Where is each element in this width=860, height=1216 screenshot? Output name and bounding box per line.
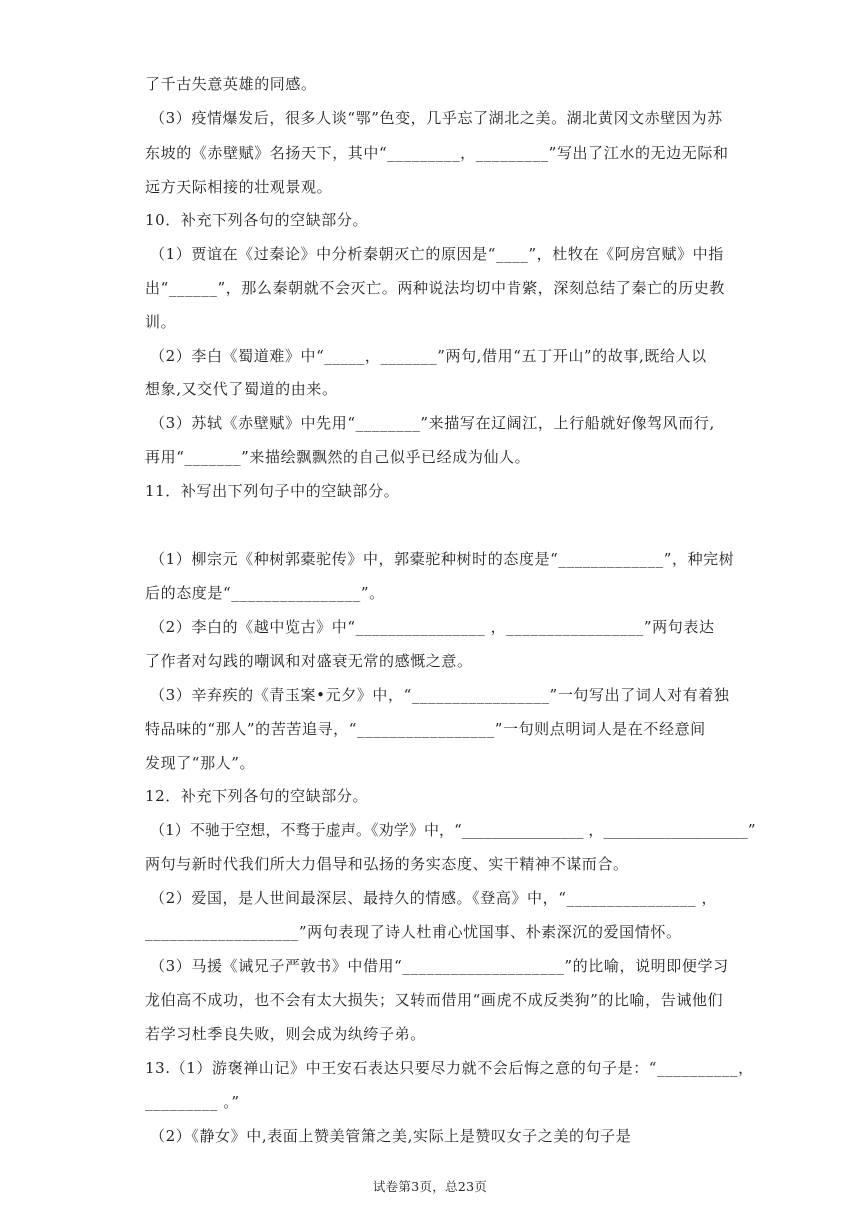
question-heading: 10．补充下列各句的空缺部分。 [145,211,369,229]
text-line: （1）贾谊在《过秦论》中分析秦朝灭亡的原因是“____”，杜牧在《阿房宫赋》中指 [150,245,724,263]
question-heading: 11．补写出下列句子中的空缺部分。 [145,482,400,500]
question-heading: 12．补充下列各句的空缺部分。 [145,787,369,805]
text-line: 了千古失意英雄的同感。 [145,75,317,93]
text-line: （2）爱国，是人世间最深层、最持久的情感。《登高》中，“________________ ， [150,889,718,907]
text-line: 若学习杜季良失败，则会成为纨绔子弟。 [145,1025,426,1043]
text-line: 训。 [145,313,177,331]
text-line: （3）苏轼《赤壁赋》中先用“________”来描写在辽阔江，上行船就好像驾风而行, [150,414,715,432]
text-line: （3）辛弃疾的《青玉案•元夕》中，“_________________”一句写出了词人对有着独 [150,686,730,704]
text-line: 特品味的“那人”的苦苦追寻，“_________________”一句则点明词人是在不经意间 [145,720,706,738]
text-line: ___________________”两句表现了诗人杜甫心忧国事、朴素深沉的爱国情怀。 [145,923,682,941]
text-line: 龙伯高不成功，也不会有太大损失；又转而借用“画虎不成反类狗”的比喻，告诫他们 [145,991,724,1009]
text-line: （3）疫情爆发后，很多人谈“鄂”色变，几乎忘了湖北之美。湖北黄冈文赤壁因为苏 [150,109,723,127]
text-line: 再用“_______”来描绘飘飘然的自己似乎已经成为仙人。 [145,448,531,466]
text-line: 后的态度是“________________”。 [145,584,385,602]
text-line: 远方天际相接的壮观景观。 [145,178,333,196]
text-line: 出“______”，那么秦朝就不会灭亡。两种说法均切中肯綮，深刻总结了秦亡的历史教 [145,279,725,297]
text-line: （1）不驰于空想，不骛于虚声。《劝学》中，“________________ ，___________________” [150,821,756,839]
text-line: （2）李白《蜀道难》中“_____，_______”两句,借用“五丁开山”的故事,既给人以 [150,347,707,365]
text-line: （2）《静女》中,表面上赞美管箫之美,实际上是赞叹女子之美的句子是 [150,1127,632,1145]
text-line: 两句与新时代我们所大力倡导和弘扬的务实态度、实干精神不谋而合。 [145,855,629,873]
text-line: _________ 。” [145,1093,240,1111]
text-line: 了作者对勾践的嘲讽和对盛衰无常的感慨之意。 [145,652,473,670]
text-line: （1）柳宗元《种树郭橐驼传》中，郭橐驼种树时的态度是“_____________”，种完树 [150,550,735,568]
text-line: （3）马援《诫兄子严敦书》中借用“____________________”的比喻，说明即便学习 [150,957,729,975]
text-line: 想象,又交代了蜀道的由来。 [145,380,338,398]
text-line: 东坡的《赤壁赋》名扬天下，其中“_________，_________”写出了江水的无边无际和 [145,144,729,162]
page-footer: 试卷第3页，总23页 [372,1179,488,1194]
text-line: （2）李白的《越中览古》中“________________ ，_________________”两句表达 [150,618,715,636]
text-line: 发现了“那人”。 [145,754,256,772]
question-heading: 13.（1）游褒禅山记》中王安石表达只要尽力就不会后悔之意的句子是：“__________， [145,1059,754,1077]
